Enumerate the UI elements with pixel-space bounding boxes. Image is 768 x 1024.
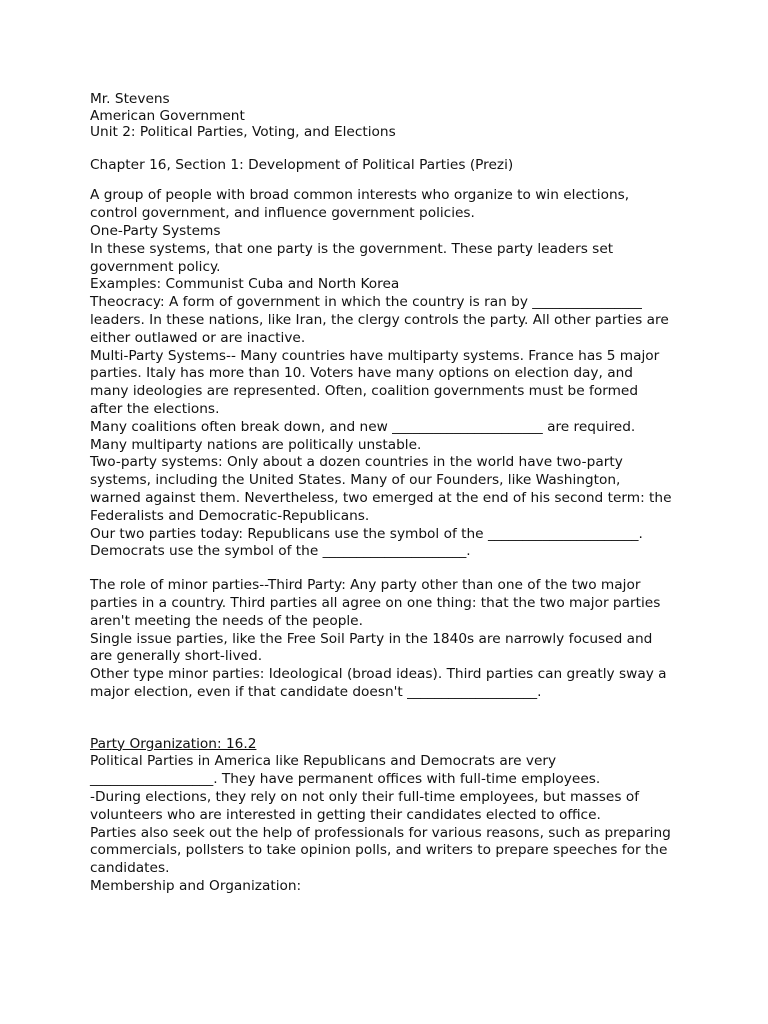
text-line: Multi-Party Systems-- Many countries have multiparty systems. France has 5 major	[90, 347, 660, 364]
text-line: many ideologies are represented. Often, coalition governments must be formed	[90, 383, 639, 400]
text-line: Other type minor parties: Ideological (broad ideas). Third parties can greatly sway a	[90, 666, 667, 683]
text-line: parties in a country. Third parties all agree on one thing: that the two major parties	[90, 594, 661, 611]
text-line: __________________. They have permanent offices with full-time employees.	[90, 771, 601, 788]
chapter-title: Chapter 16, Section 1: Development of Political Parties (Prezi)	[90, 156, 514, 173]
party-organization-section	[90, 736, 680, 896]
text-line: control government, and influence government policies.	[90, 205, 475, 222]
text-line: -During elections, they rely on not only their full-time employees, but masses of	[90, 789, 640, 806]
text-line: aren't meeting the needs of the people.	[90, 612, 363, 629]
text-line: Federalists and Democratic-Republicans.	[90, 507, 370, 524]
text-line: volunteers who are interested in getting their candidates elected to office.	[90, 806, 601, 823]
text-line: Theocracy: A form of government in which the country is ran by ________________	[90, 294, 642, 311]
text-line: Many coalitions often break down, and new ______________________ are required.	[90, 418, 636, 435]
text-line: Membership and Organization:	[90, 878, 302, 895]
text-line: parties. Italy has more than 10. Voters have many options on election day, and	[90, 365, 633, 382]
text-line: One-Party Systems	[90, 222, 221, 239]
section1-text	[90, 187, 680, 561]
text-line: In these systems, that one party is the government. These party leaders set	[90, 240, 614, 257]
text-line: A group of people with broad common interests who organize to win elections,	[90, 187, 630, 204]
text-line: major election, even if that candidate doesn't ___________________.	[90, 683, 542, 700]
text-line: warned against them. Nevertheless, two emerged at the end of his second term: the	[90, 489, 672, 506]
course-name: American Government	[90, 107, 245, 124]
text-line: either outlawed or are inactive.	[90, 329, 306, 346]
text-line: commercials, pollsters to take opinion polls, and writers to prepare speeches for the	[90, 842, 668, 859]
text-line: are generally short-lived.	[90, 648, 263, 665]
teacher-name: Mr. Stevens	[90, 91, 170, 107]
text-line: leaders. In these nations, like Iran, the clergy controls the party. All other parties are	[90, 311, 669, 328]
text-line: Two-party systems: Only about a dozen countries in the world have two-party	[90, 454, 623, 471]
text-line: Single issue parties, like the Free Soil Party in the 1840s are narrowly focused and	[90, 630, 653, 647]
minor-parties-text	[90, 577, 680, 702]
text-line: systems, including the United States. Many of our Founders, like Washington,	[90, 472, 621, 489]
text-line: The role of minor parties--Third Party: Any party other than one of the two major	[90, 577, 641, 594]
text-line: Many multiparty nations are politically unstable.	[90, 436, 422, 453]
document-header	[90, 91, 680, 141]
text-line: Democrats use the symbol of the _____________________.	[90, 543, 471, 560]
text-line: after the elections.	[90, 400, 220, 417]
text-line: Examples: Communist Cuba and North Korea	[90, 276, 400, 293]
document-page	[90, 91, 680, 896]
text-line: government policy.	[90, 258, 221, 275]
text-line: candidates.	[90, 860, 170, 877]
text-line: Parties also seek out the help of professionals for various reasons, such as preparing	[90, 824, 671, 841]
unit-title: Unit 2: Political Parties, Voting, and Elections	[90, 124, 396, 141]
text-line: Our two parties today: Republicans use the symbol of the ______________________.	[90, 525, 643, 542]
text-line: Political Parties in America like Republicans and Democrats are very	[90, 753, 557, 770]
section-heading: Party Organization: 16.2	[90, 735, 257, 752]
